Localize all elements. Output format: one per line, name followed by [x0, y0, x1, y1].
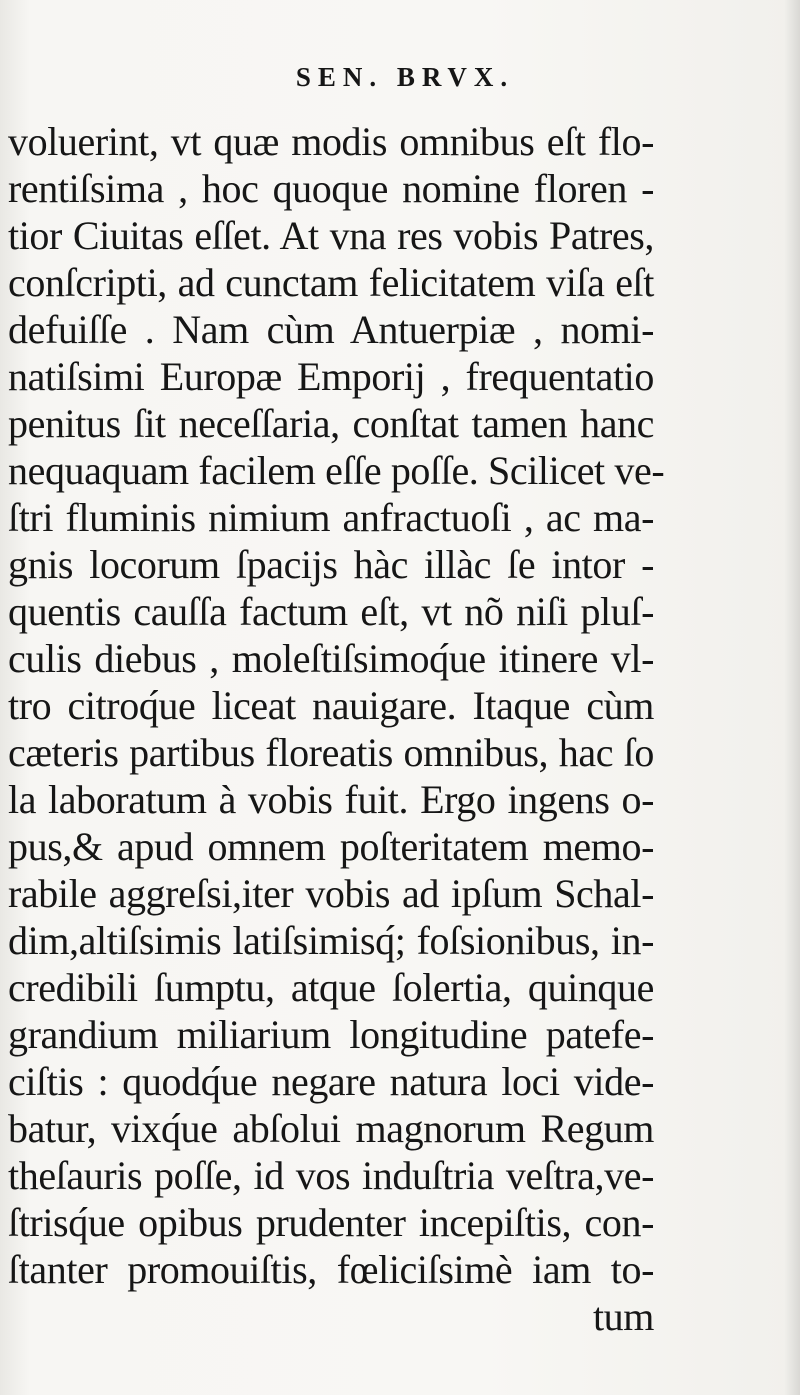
text-line: natiſsimi Europæ Emporij , frequentatio — [8, 354, 654, 399]
text-line: theſauris poſſe, id vos induſtria veſtra,ve- — [8, 1153, 654, 1198]
text-line: penitus ſit neceſſaria, conſtat tamen hanc — [8, 401, 654, 446]
text-line: pus,& apud omnem poſteritatem memo- — [8, 824, 654, 869]
text-line: ciſtis : quodq́ue negare natura loci vide- — [8, 1059, 654, 1104]
text-line: tior Ciuitas eſſet. At vna res vobis Patres, — [8, 213, 654, 258]
page-edge-shadow — [784, 0, 800, 1395]
text-line: rentiſsima , hoc quoque nomine floren - — [8, 166, 654, 211]
text-line: la laboratum à vobis fuit. Ergo ingens o- — [8, 777, 654, 822]
text-line: rabile aggreſsi,iter vobis ad ipſum Schal- — [8, 871, 654, 916]
text-line: ſtrisq́ue opibus prudenter incepiſtis, con- — [8, 1200, 654, 1245]
text-line: ſtri fluminis nimium anfractuoſi , ac ma- — [8, 495, 654, 540]
text-line: ſtanter promouiſtis, fœliciſsimè iam to- — [8, 1247, 654, 1292]
text-line: quentis cauſſa factum eſt, vt nõ niſi pluſ- — [8, 589, 654, 634]
text-line: tro citroq́ue liceat nauigare. Itaque cùm — [8, 683, 654, 728]
running-head: SEN. BRVX. — [295, 62, 515, 92]
text-line: tum — [592, 1294, 654, 1339]
text-line: voluerint, vt quæ modis omnibus eſt flo- — [8, 119, 654, 164]
body-text — [8, 118, 665, 1340]
text-line: nequaquam facilem eſſe poſſe. Scilicet ve- — [8, 448, 665, 493]
text-line: credibili ſumptu, atque ſolertia, quinque — [8, 965, 654, 1010]
text-line: gnis locorum ſpacijs hàc illàc ſe intor - — [8, 542, 654, 587]
text-line: defuiſſe . Nam cùm Antuerpiæ , nomi- — [8, 307, 654, 352]
text-line: dim,altiſsimis latiſsimisq́; foſsionibus, in- — [8, 918, 654, 963]
text-line: grandium miliarium longitudine patefe- — [8, 1012, 654, 1057]
text-line: cæteris partibus floreatis omnibus, hac ſo — [8, 730, 654, 775]
text-line: batur, vixq́ue abſolui magnorum Regum — [8, 1106, 654, 1151]
text-line: culis diebus , moleſtiſsimoq́ue itinere vl- — [8, 636, 654, 681]
text-line: conſcripti, ad cunctam felicitatem viſa eſt — [8, 260, 654, 305]
